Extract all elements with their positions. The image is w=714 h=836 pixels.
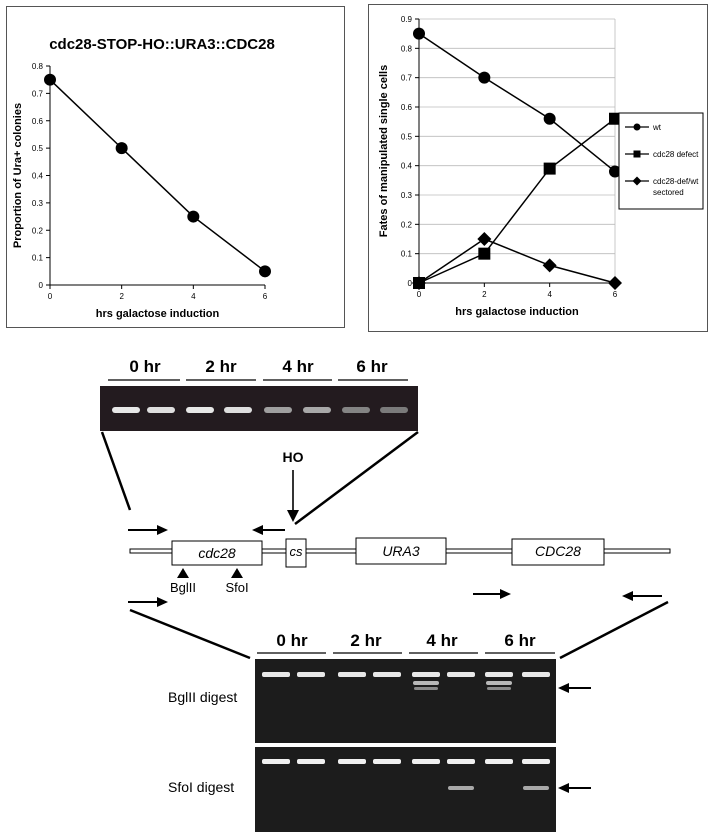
bglII-main-band — [262, 672, 290, 677]
y-tick-label: 0.5 — [400, 132, 412, 142]
x-tick-label: 4 — [547, 290, 552, 299]
bglII-product-band — [486, 681, 512, 685]
top-gel-band — [112, 407, 140, 413]
bglII-product-band-lower — [414, 687, 438, 690]
bglII-product-band — [413, 681, 439, 685]
y-tick-label: 0.1 — [31, 253, 43, 263]
sfoI-main-band — [447, 759, 475, 764]
series-line — [50, 80, 265, 272]
sfoI-site-triangle — [231, 568, 243, 578]
y-tick-label: 0.8 — [400, 44, 412, 54]
bglII-main-band — [522, 672, 550, 677]
top-gel-band — [147, 407, 175, 413]
x-tick-label: 2 — [482, 290, 487, 299]
sfoI-main-band — [338, 759, 366, 764]
y-tick-label: 0.2 — [400, 220, 412, 230]
legend-marker — [634, 124, 641, 131]
y-tick-label: 0.7 — [31, 89, 43, 99]
top-gel-label-4: 4 hr — [282, 357, 314, 376]
bglII-label: BglII — [169, 580, 197, 595]
bglII-digest-label: BglII digest — [168, 689, 238, 705]
y-tick-label: 0 — [38, 281, 43, 290]
series-line — [419, 239, 615, 283]
sfoI-main-band — [262, 759, 290, 764]
y-tick-label: 0.2 — [31, 226, 43, 236]
data-point — [478, 72, 490, 84]
data-point — [44, 74, 56, 86]
bottom-gel-label-4: 4 hr — [426, 631, 458, 650]
x-axis-label: hrs galactose induction — [95, 308, 220, 320]
top-gel-band — [224, 407, 252, 413]
cdc28-gene-label: cdc28 — [198, 545, 236, 561]
sfoI-product-arrow — [558, 783, 591, 793]
y-tick-label: 0.3 — [31, 198, 43, 208]
chart-title: cdc28-STOP-HO::URA3::CDC28 — [49, 36, 275, 53]
x-axis-label: hrs galactose induction — [455, 306, 579, 318]
bglII-main-band — [373, 672, 401, 677]
y-axis-label: Proportion of Ura+ colonies — [12, 102, 24, 249]
bglII-main-band — [447, 672, 475, 677]
x-tick-label: 4 — [191, 292, 196, 301]
fan-line-left — [102, 432, 130, 510]
chart-panel-fates — [368, 4, 708, 332]
data-point — [477, 232, 491, 246]
sfoI-label: SfoI — [225, 580, 249, 595]
bottom-gel-time-labels — [276, 631, 536, 650]
data-point — [478, 248, 490, 260]
y-tick-label: 0 — [407, 279, 412, 288]
legend-label: wt — [653, 123, 661, 132]
top-gel-band — [186, 407, 214, 413]
data-point — [116, 142, 128, 154]
primer-arrow-2 — [252, 525, 285, 535]
y-tick-label: 0.8 — [31, 62, 43, 71]
sfoI-main-band — [412, 759, 440, 764]
chart-ura-svg — [7, 7, 344, 327]
ura3-label: URA3 — [382, 543, 420, 559]
primer-arrow-3 — [128, 597, 168, 607]
sfoI-main-band — [485, 759, 513, 764]
primer-arrow-1 — [128, 525, 168, 535]
primer-arrow-5 — [622, 591, 662, 601]
y-tick-label: 0.9 — [400, 15, 412, 24]
y-tick-label: 0.4 — [400, 161, 412, 171]
bglII-product-arrow — [558, 683, 591, 693]
data-point — [544, 113, 556, 125]
y-tick-label: 0.6 — [400, 103, 412, 112]
genomic-locus — [130, 538, 670, 567]
data-point — [543, 258, 557, 272]
data-point — [544, 163, 556, 175]
construct-diagram — [0, 340, 714, 660]
y-tick-label: 0.7 — [400, 73, 412, 83]
bglII-main-band — [412, 672, 440, 677]
sfoI-product-band — [448, 786, 474, 790]
bottom-gels — [0, 620, 714, 836]
bglII-site-triangle — [177, 568, 189, 578]
bglII-main-band — [485, 672, 513, 677]
y-tick-label: 0.1 — [400, 249, 412, 259]
bglII-product-band-lower — [487, 687, 511, 690]
top-gel-label-0: 0 hr — [129, 357, 161, 376]
primer-arrow-4 — [473, 589, 511, 599]
sfoI-main-band — [522, 759, 550, 764]
x-tick-label: 0 — [47, 292, 53, 301]
bottom-gel-label-6: 6 hr — [504, 631, 536, 650]
sfoI-product-band — [523, 786, 549, 790]
legend-label: cdc28 defect — [653, 150, 699, 159]
x-tick-label: 2 — [119, 292, 124, 301]
series-line — [419, 34, 615, 172]
chart-panel-ura — [6, 6, 345, 328]
y-tick-label: 0.6 — [31, 116, 43, 126]
bottom-gel-label-2: 2 hr — [350, 631, 382, 650]
sfoI-digest-label: SfoI digest — [168, 779, 235, 795]
bglII-gel-image — [255, 659, 556, 743]
top-gel-time-labels — [129, 357, 388, 376]
series-line — [419, 119, 615, 283]
fan-line-right — [295, 432, 418, 524]
top-gel-label-6: 6 hr — [356, 357, 388, 376]
legend-label: cdc28-def/wt sectored — [653, 177, 699, 197]
x-tick-label: 0 — [416, 290, 422, 299]
y-tick-label: 0.3 — [400, 191, 412, 200]
y-tick-label: 0.4 — [31, 171, 43, 181]
sfoI-main-band — [373, 759, 401, 764]
x-tick-label: 6 — [612, 290, 618, 299]
legend-marker — [634, 151, 641, 158]
sfoI-main-band — [297, 759, 325, 764]
cs-label: cs — [289, 544, 303, 559]
x-tick-label: 6 — [262, 292, 268, 301]
chart-fates-svg — [369, 5, 707, 331]
CDC28-label: CDC28 — [535, 543, 581, 559]
data-point — [259, 265, 271, 277]
bottom-gel-label-0: 0 hr — [276, 631, 308, 650]
ho-arrow-head — [287, 510, 299, 522]
data-point — [187, 211, 199, 223]
top-gel-band — [264, 407, 292, 413]
bglII-main-band — [297, 672, 325, 677]
ho-label: HO — [282, 449, 304, 465]
y-tick-label: 0.5 — [31, 144, 43, 154]
data-point — [413, 28, 425, 40]
top-gel-label-2: 2 hr — [205, 357, 237, 376]
top-gel-band — [380, 407, 408, 413]
data-point — [608, 276, 622, 290]
top-gel-band — [342, 407, 370, 413]
top-gel-band — [303, 407, 331, 413]
y-axis-label: Fates of manipulated single cells — [378, 64, 390, 238]
bglII-main-band — [338, 672, 366, 677]
